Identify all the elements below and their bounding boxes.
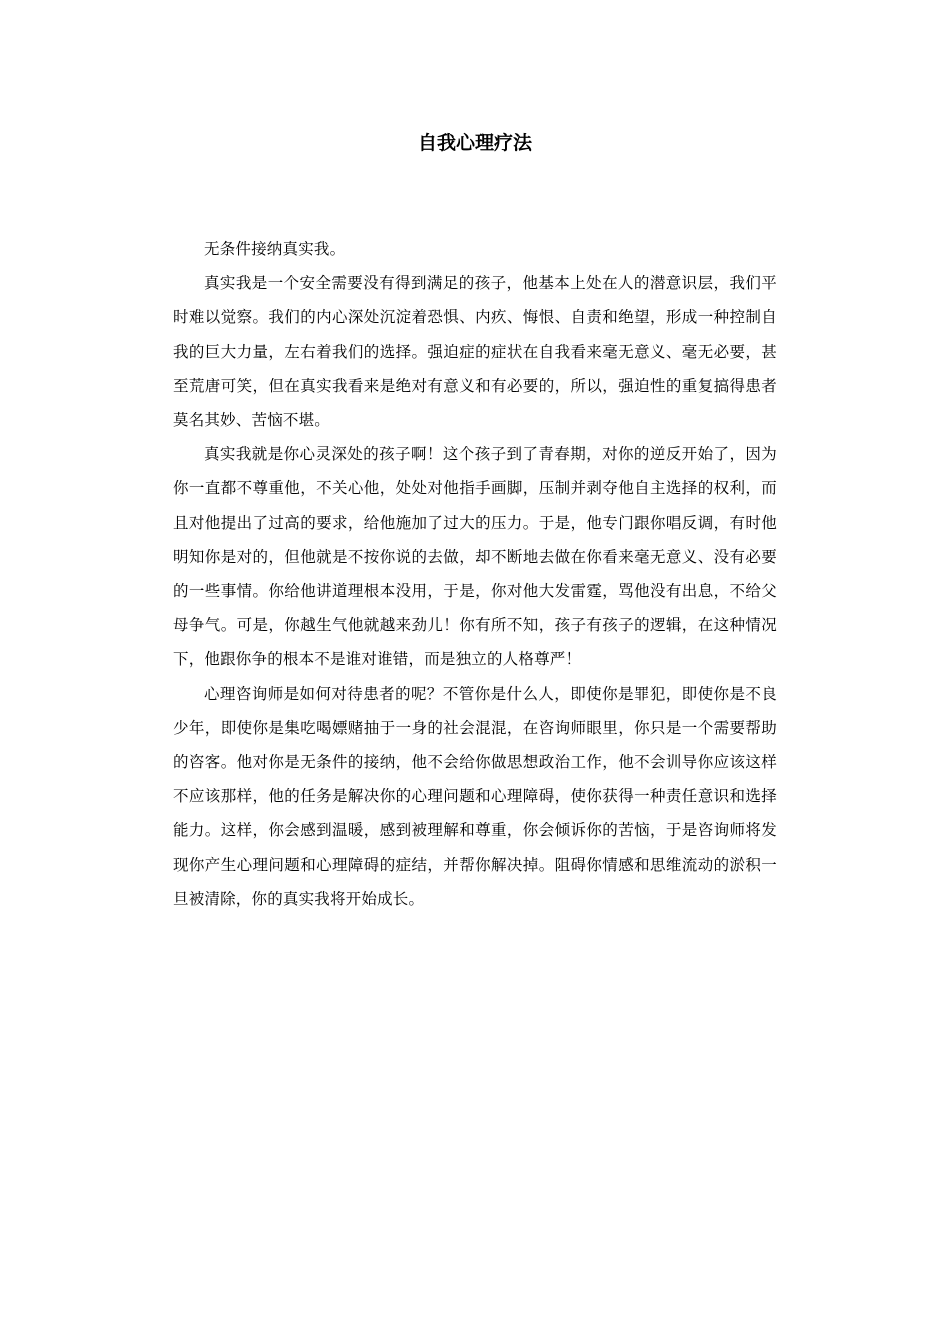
document-body [173,232,777,916]
document-title: 自我心理疗法 [417,132,532,154]
paragraph-3: 真实我就是你心灵深处的孩子啊！这个孩子到了青春期，对你的逆反开始了，因为你一直都不尊重他，不关心他，处处对他指手画脚，压制并剥夺他自主选择的权利，而且对他提出了过高的要求，给他施加了过大的压力。于是，他专门跟你唱反调，有时他明知你是对的，但他就是不按你说的去做，却不断地去做在你看来毫无意义、没有必要的一些事情。你给他讲道理根本没用，于是，你对他大发雷霆，骂他没有出息，不给父母争气。可是，你越生气他就越来劲儿！你有所不知，孩子有孩子的逻辑，在这种情况下，他跟你争的根本不是谁对谁错，而是独立的人格尊严！ [173,445,777,669]
paragraph-2: 真实我是一个安全需要没有得到满足的孩子，他基本上处在人的潜意识层，我们平时难以觉察。我们的内心深处沉淀着恐惧、内疚、悔恨、自责和绝望，形成一种控制自我的巨大力量，左右着我们的选择。强迫症的症状在自我看来毫无意义、毫无必要，甚至荒唐可笑，但在真实我看来是绝对有意义和有必要的，所以，强迫性的重复搞得患者莫名其妙、苦恼不堪。 [173,274,777,430]
paragraph-4: 心理咨询师是如何对待患者的呢？不管你是什么人，即使你是罪犯，即使你是不良少年，即使你是集吃喝嫖赌抽于一身的社会混混，在咨询师眼里，你只是一个需要帮助的咨客。他对你是无条件的接纳，他不会给你做思想政治工作，他不会训导你应该这样不应该那样，他的任务是解决你的心理问题和心理障碍，使你获得一种责任意识和选择能力。这样，你会感到温暖，感到被理解和尊重，你会倾诉你的苦恼，于是咨询师将发现你产生心理问题和心理障碍的症结，并帮你解决掉。阻碍你情感和思维流动的淤积一旦被清除，你的真实我将开始成长。 [173,684,777,908]
paragraph-1: 无条件接纳真实我。 [204,240,346,258]
